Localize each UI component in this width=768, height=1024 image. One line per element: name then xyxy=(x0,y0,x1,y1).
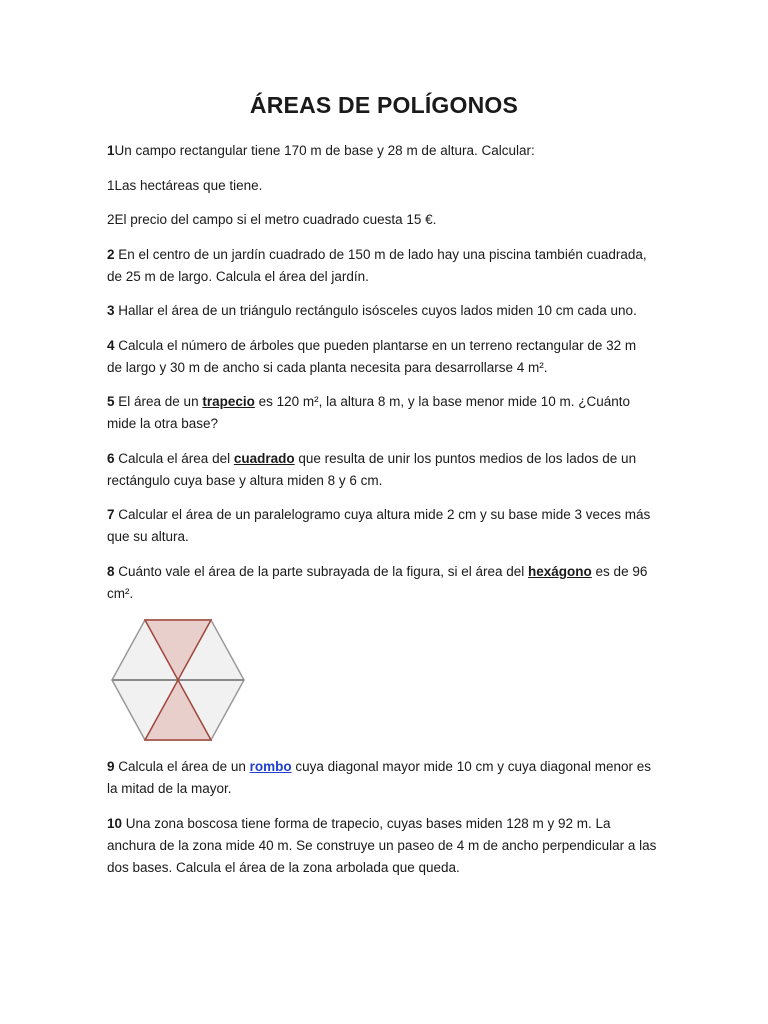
problem-text: cuya diagonal mayor mide 10 cm y cuya diagonal menor es xyxy=(291,759,652,774)
problem-number: 9 xyxy=(107,759,115,774)
problem-10 xyxy=(107,813,667,879)
problem-number: 6 xyxy=(107,451,115,466)
problem-1-sub-2: 2El precio del campo si el metro cuadrado cuesta 15 €. xyxy=(107,212,437,227)
problem-text: Calcula el número de árboles que pueden plantarse en un terreno rectangular de 32 m xyxy=(114,338,637,353)
trapecio-link[interactable]: trapecio xyxy=(202,394,255,409)
problem-9 xyxy=(107,756,667,800)
problem-text: que resulta de unir los puntos medios de los lados de un xyxy=(294,451,637,466)
problem-number: 1 xyxy=(107,143,115,158)
problem-text: la mitad de la mayor. xyxy=(107,781,232,796)
problem-text: de largo y 30 m de ancho si cada planta necesita para desarrollarse 4 m². xyxy=(107,360,548,375)
problem-text: Un campo rectangular tiene 170 m de base y 28 m de altura. Calcular: xyxy=(114,143,535,158)
problem-text: es 120 m², la altura 8 m, y la base menor mide 10 m. ¿Cuánto xyxy=(254,394,631,409)
page-title: ÁREAS DE POLÍGONOS xyxy=(249,92,519,118)
problem-5 xyxy=(107,391,667,435)
problem-7 xyxy=(107,504,667,548)
problem-text: rectángulo cuya base y altura miden 8 y 6 cm. xyxy=(107,473,383,488)
problem-1-sub-1: 1Las hectáreas que tiene. xyxy=(107,178,263,193)
problem-6 xyxy=(107,448,667,492)
problem-text: dos bases. Calcula el área de la zona arbolada que queda. xyxy=(107,860,460,875)
problem-text: de 25 m de largo. Calcula el área del jardín. xyxy=(107,269,369,284)
problem-2 xyxy=(107,244,667,288)
problem-text: Calcula el área del xyxy=(114,451,234,466)
problem-text: anchura de la zona mide 40 m. Se construye un paseo de 4 m de ancho perpendicular a las xyxy=(107,838,657,853)
problem-number: 7 xyxy=(107,507,115,522)
problem-text: En el centro de un jardín cuadrado de 150 m de lado hay una piscina también cuadrada, xyxy=(114,247,647,262)
problem-8 xyxy=(107,561,667,605)
problem-text: El área de un xyxy=(114,394,203,409)
problem-text: que su altura. xyxy=(107,529,189,544)
problem-text: Cuánto vale el área de la parte subrayada de la figura, si el área del xyxy=(114,564,529,579)
hexagono-link[interactable]: hexágono xyxy=(528,564,592,579)
problem-text: es de 96 xyxy=(591,564,648,579)
problem-text: cm². xyxy=(107,586,134,601)
problem-number: 5 xyxy=(107,394,115,409)
problem-number: 8 xyxy=(107,564,115,579)
problem-text: Calcula el área de un xyxy=(114,759,250,774)
problem-1 xyxy=(107,140,667,162)
problem-number: 4 xyxy=(107,338,115,353)
problem-text: Calcular el área de un paralelogramo cuya altura mide 2 cm y su base mide 3 veces más xyxy=(114,507,651,522)
problem-number: 2 xyxy=(107,247,115,262)
problem-text: Una zona boscosa tiene forma de trapecio, cuyas bases miden 128 m y 92 m. La xyxy=(122,816,611,831)
problem-text: Hallar el área de un triángulo rectángulo isósceles cuyos lados miden 10 cm cada uno. xyxy=(114,303,637,318)
problem-3 xyxy=(107,300,667,322)
problem-text: mide la otra base? xyxy=(107,416,219,431)
problem-number: 10 xyxy=(107,816,123,831)
rombo-link[interactable]: rombo xyxy=(249,759,292,774)
problem-number: 3 xyxy=(107,303,115,318)
problem-4 xyxy=(107,335,667,379)
cuadrado-link[interactable]: cuadrado xyxy=(233,451,295,466)
hexagon-figure xyxy=(108,617,248,743)
